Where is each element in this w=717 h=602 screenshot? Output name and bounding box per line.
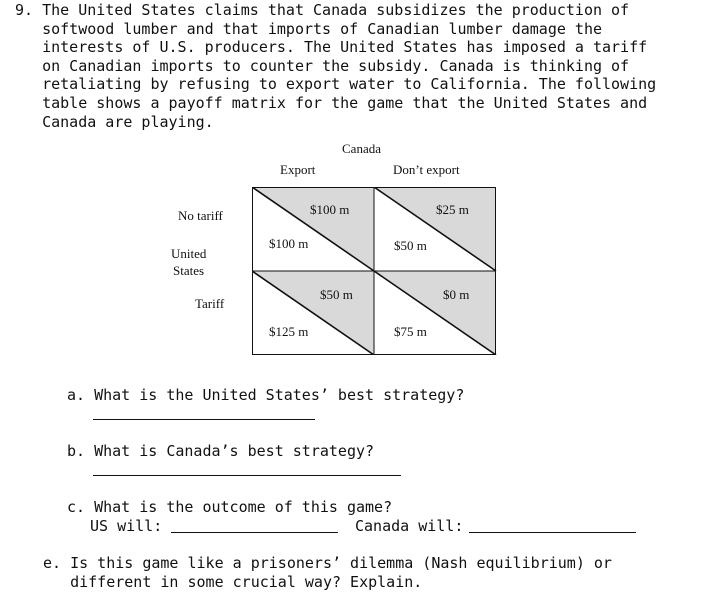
part-e-question-line1: e. Is this game like a prisoners’ dilemma (Nash equilibrium) or (43, 554, 612, 572)
question-line: on Canadian imports to counter the subsidy. Canada is thinking of (15, 56, 630, 75)
part-b-answer-line[interactable] (93, 475, 401, 476)
part-c-question: c. What is the outcome of this game? (67, 498, 393, 516)
question-line: interests of U.S. producers. The United States has imposed a tariff (15, 38, 648, 57)
question-line: table shows a payoff matrix for the game that the United States and (15, 94, 648, 112)
question-line: softwood lumber and that imports of Canadian lumber damage the (15, 19, 602, 38)
question-line: retaliating by refusing to export water to California. The following (15, 75, 657, 94)
column-player-label: Canada (342, 141, 381, 156)
payoff-us-export-notariff: $100 m (269, 236, 309, 251)
row-strategy-no-tariff: No tariff (178, 208, 223, 223)
column-strategy-dont-export: Don’t export (393, 162, 460, 177)
payoff-us-export-tariff: $125 m (269, 324, 309, 339)
part-c-us-answer-line[interactable] (171, 532, 338, 533)
part-c-canada-label: Canada will: (355, 517, 464, 535)
part-c-us-label: US will: (90, 517, 163, 535)
part-a-answer-line[interactable] (93, 419, 315, 420)
column-strategy-export: Export (280, 162, 316, 177)
payoff-canada-dontexport-notariff: $25 m (436, 202, 469, 217)
part-e-question-line2: different in some crucial way? Explain. (43, 572, 423, 591)
part-a-question: a. What is the United States’ best strategy? (67, 386, 465, 404)
payoff-canada-export-tariff: $50 m (320, 287, 353, 302)
row-strategy-tariff: Tariff (195, 296, 225, 311)
payoff-canada-export-notariff: $100 m (310, 202, 350, 217)
question-line: Canada are playing. (15, 112, 214, 131)
part-b-question: b. What is Canada’s best strategy? (67, 442, 375, 460)
payoff-canada-dontexport-tariff: $0 m (443, 287, 470, 302)
payoff-us-dontexport-tariff: $75 m (394, 324, 427, 339)
part-c-canada-answer-line[interactable] (469, 532, 636, 533)
row-player-label-line1: United (171, 246, 207, 261)
question-line: 9. The United States claims that Canada subsidizes the production of (15, 1, 630, 19)
payoff-us-dontexport-notariff: $50 m (394, 238, 427, 253)
row-player-label-line2: States (173, 263, 205, 278)
